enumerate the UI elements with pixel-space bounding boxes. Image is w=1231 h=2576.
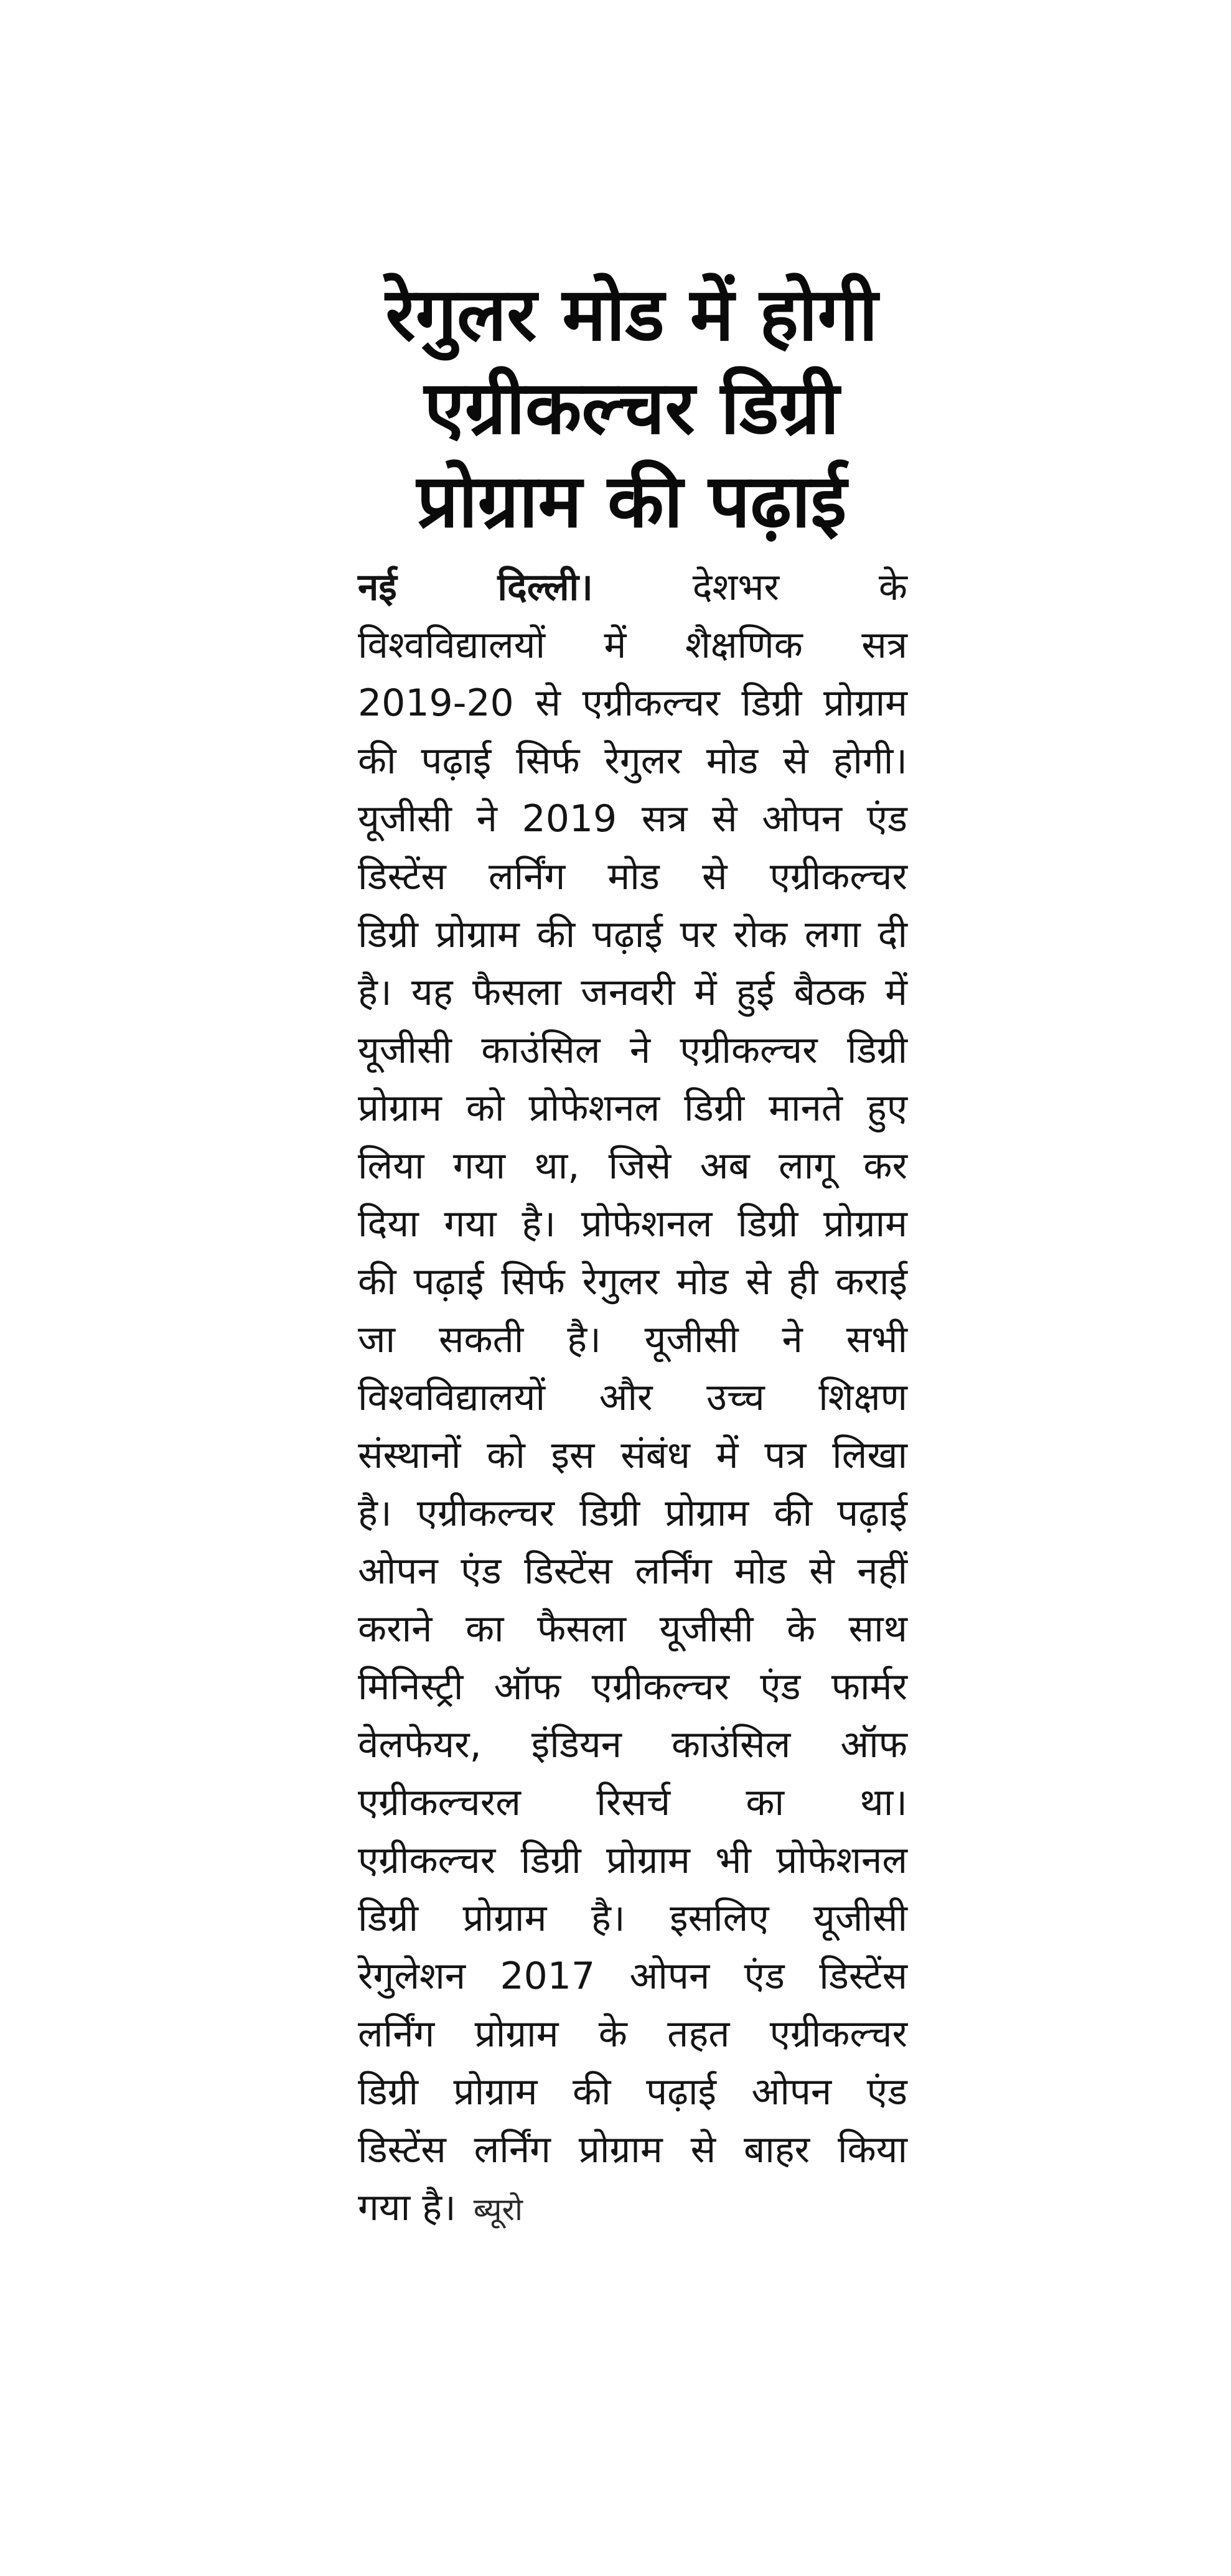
body-line: ओपन एंड डिस्टेंस लर्निंग मोड से नहीं: [358, 1549, 907, 1593]
body-line: लिया गया था, जिसे अब लागू कर: [358, 1144, 907, 1188]
news-clipping: [349, 268, 915, 2237]
body-line: की पढ़ाई सिर्फ रेगुलर मोड से ही कराई: [358, 1260, 907, 1304]
body-line: 2019-20 से एग्रीकल्चर डिग्री प्रोग्राम: [358, 681, 907, 725]
body-line: डिग्री प्रोग्राम की पढ़ाई पर रोक लगा दी: [358, 913, 907, 956]
body-line: है। एग्रीकल्चर डिग्री प्रोग्राम की पढ़ाई: [358, 1491, 907, 1535]
body-line: है। यह फैसला जनवरी में हुई बैठक में: [358, 971, 907, 1014]
body-line: संस्थानों को इस संबंध में पत्र लिखा: [358, 1434, 907, 1477]
body-line: डिस्टेंस लर्निंग मोड से एग्रीकल्चर: [358, 855, 907, 898]
body-line: रेगुलेशन 2017 ओपन एंड डिस्टेंस: [358, 1954, 907, 1998]
body-line: दिया गया है। प्रोफेशनल डिग्री प्रोग्राम: [358, 1202, 907, 1246]
body-line: डिग्री प्रोग्राम है। इसलिए यूजीसी: [358, 1897, 907, 1940]
body-line: वेलफेयर, इंडियन काउंसिल ऑफ: [358, 1723, 907, 1766]
body-line: विश्वविद्यालयों में शैक्षणिक सत्र: [358, 623, 907, 667]
last-line-text: गया है।: [358, 2186, 456, 2229]
body-line: यूजीसी ने 2019 सत्र से ओपन एंड: [358, 797, 907, 841]
body-line: डिग्री प्रोग्राम की पढ़ाई ओपन एंड: [358, 2070, 907, 2114]
headline-line-1: रेगुलर मोड में होगी: [385, 271, 878, 357]
headline: [349, 268, 915, 548]
body-line: लर्निंग प्रोग्राम के तहत एग्रीकल्चर: [358, 2012, 907, 2056]
body-line: एग्रीकल्चर डिग्री प्रोग्राम भी प्रोफेशनल: [358, 1839, 907, 1882]
body-line: कराने का फैसला यूजीसी के साथ: [358, 1607, 907, 1651]
headline-line-2: एग्रीकल्चर डिग्री: [424, 365, 840, 450]
body-line: डिस्टेंस लर्निंग प्रोग्राम से बाहर किया: [358, 2128, 907, 2172]
body-line: विश्वविद्यालयों और उच्च शिक्षण: [358, 1376, 907, 1419]
body-line-last: [358, 2179, 907, 2237]
body-line-1: [358, 559, 907, 617]
first-line-text: देशभर के: [692, 566, 907, 609]
body-line: की पढ़ाई सिर्फ रेगुलर मोड से होगी।: [358, 739, 907, 783]
dateline: नई दिल्ली।: [358, 566, 593, 609]
body-line: यूजीसी काउंसिल ने एग्रीकल्चर डिग्री: [358, 1029, 907, 1072]
body-line: मिनिस्ट्री ऑफ एग्रीकल्चर एंड फार्मर: [358, 1665, 907, 1709]
body-line: एग्रीकल्चरल रिसर्च का था।: [358, 1781, 907, 1824]
body-line: प्रोग्राम को प्रोफेशनल डिग्री मानते हुए: [358, 1086, 907, 1130]
body-line: जा सकती है। यूजीसी ने सभी: [358, 1318, 907, 1361]
article-body: [349, 559, 915, 2237]
headline-line-3: प्रोग्राम की पढ़ाई: [416, 458, 847, 544]
byline: ब्यूरो: [473, 2191, 523, 2228]
